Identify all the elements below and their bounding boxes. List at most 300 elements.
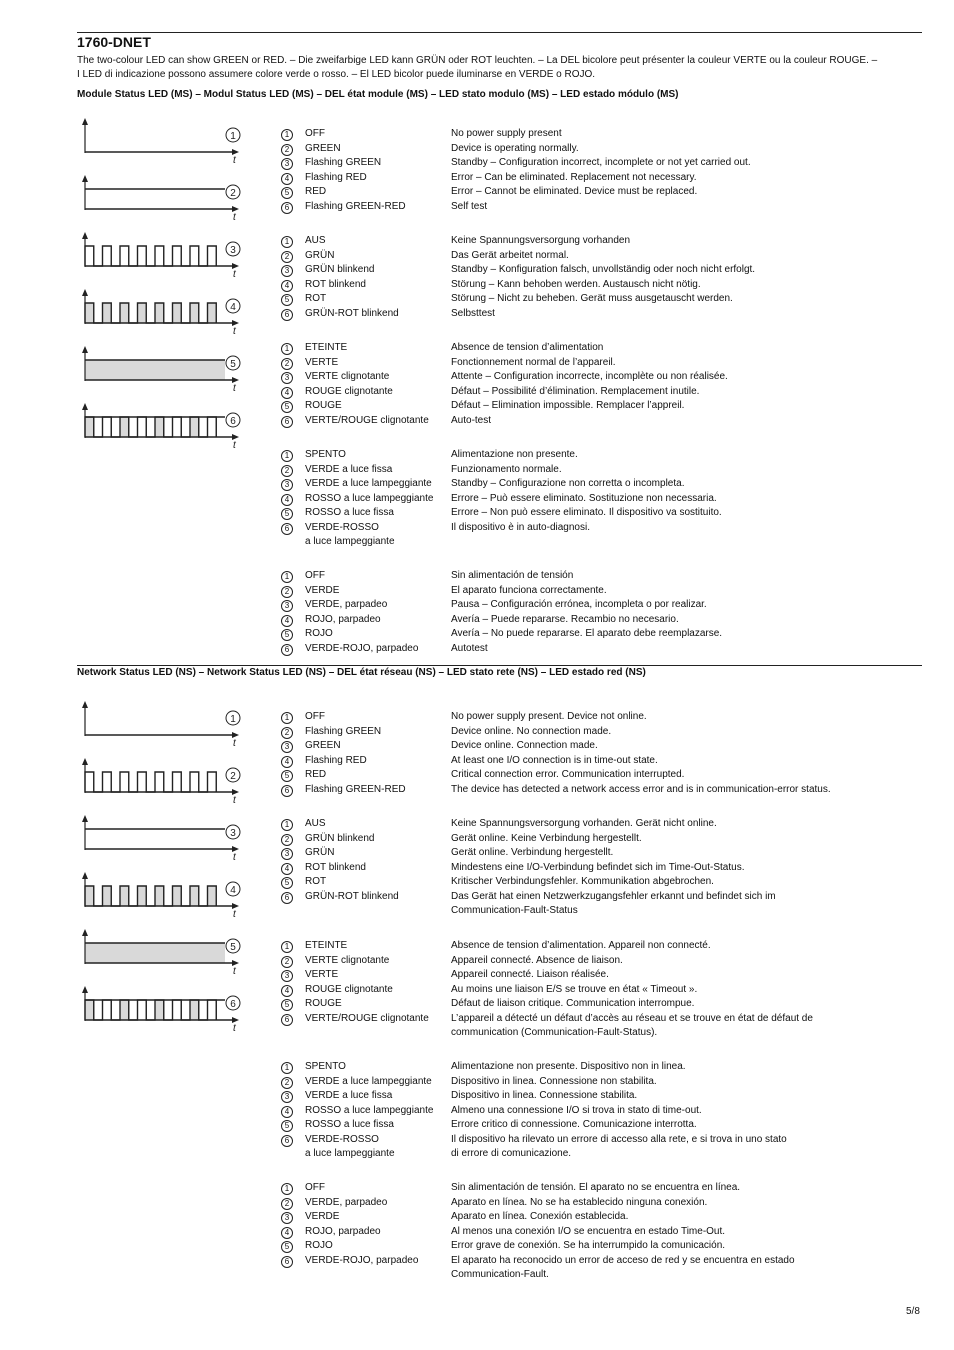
led-state: VERDE <box>305 1211 340 1222</box>
led-timing-diagram-1 <box>80 701 245 758</box>
row-number <box>281 875 305 890</box>
state-description: Device is operating normally. <box>451 142 579 154</box>
row-number <box>281 399 305 414</box>
y-axis-arrow <box>82 289 88 296</box>
y-axis-arrow <box>82 701 88 708</box>
row-number <box>281 598 305 613</box>
row-number <box>281 1026 305 1041</box>
state-description: Sin alimentación de tensión. El aparato no se encuentra en línea. <box>451 1182 741 1193</box>
circled-number: 2 <box>281 465 293 477</box>
row-number <box>281 1181 305 1196</box>
state-description: communication (Communication-Fault-Status). <box>451 1027 658 1038</box>
led-state: VERDE a luce fissa <box>305 1090 393 1101</box>
diagram-number: 2 <box>230 188 236 199</box>
state-description: Il dispositivo ha rilevato un errore di accesso alla rete, e si trova in uno stato <box>451 1133 787 1145</box>
time-axis-label: t <box>233 383 236 394</box>
table-row <box>281 1118 911 1133</box>
led-state: Flashing GREEN-RED <box>305 200 406 212</box>
module-table-1 <box>281 127 911 214</box>
state-description: Errore – Può essere eliminato. Sostituzione non necessaria. <box>451 492 717 504</box>
state-description: Errore critico di connessione. Comunicazione interrotta. <box>451 1119 697 1130</box>
row-number <box>281 569 305 584</box>
row-number <box>281 171 305 186</box>
circled-number: 5 <box>281 294 293 306</box>
circled-number: 1 <box>281 571 293 583</box>
led-state: VERDE a luce lampeggiante <box>305 478 432 489</box>
state-description: Funzionamento normale. <box>451 463 562 475</box>
state-description: Communication-Fault. <box>451 1269 549 1280</box>
row-number <box>281 142 305 157</box>
row-number <box>281 861 305 876</box>
table-row <box>281 506 911 521</box>
table-row <box>281 817 911 832</box>
diagram-number: 2 <box>230 771 236 782</box>
circled-number: 3 <box>281 479 293 491</box>
y-axis-arrow <box>82 929 88 936</box>
page-title: 1760-DNET <box>77 34 151 50</box>
circled-number: 2 <box>281 251 293 263</box>
circled-number: 2 <box>281 834 293 846</box>
led-state <box>305 1268 451 1283</box>
table-row <box>281 1133 911 1148</box>
top-rule <box>77 32 922 33</box>
circled-number: 6 <box>281 892 293 904</box>
led-state: VERDE-ROSSO <box>305 521 379 533</box>
circled-number: 5 <box>281 999 293 1011</box>
circled-number: 4 <box>281 863 293 875</box>
state-description: Keine Spannungsversorgung vorhanden. Gerät nicht online. <box>451 818 717 829</box>
circled-number: 2 <box>281 1198 293 1210</box>
state-description: No power supply present. Device not online. <box>451 711 647 722</box>
led-state: VERTE clignotante <box>305 371 390 382</box>
led-state: ROUGE clignotante <box>305 983 393 995</box>
led-state: OFF <box>305 1182 325 1193</box>
circled-number: 1 <box>281 941 293 953</box>
circled-number: 4 <box>281 1227 293 1239</box>
state-description: No power supply present <box>451 128 562 139</box>
state-description: Gerät online. Verbindung hergestellt. <box>451 847 614 858</box>
led-pulse-fill <box>138 303 147 323</box>
table-row <box>281 307 911 322</box>
led-pulse-fill <box>85 1000 94 1020</box>
circled-number: 3 <box>281 1212 293 1224</box>
led-pulse-fill <box>190 886 199 906</box>
module-status-diagrams <box>80 118 245 460</box>
circled-number: 6 <box>281 785 293 797</box>
row-number <box>281 584 305 599</box>
state-description: Self test <box>451 200 488 212</box>
network-status-heading: Network Status LED (NS) – Network Status LED (NS) – DEL état réseau (NS) – LED stato rete (NS) – LED estado red (NS) <box>77 667 646 678</box>
row-number <box>281 1210 305 1225</box>
table-row <box>281 535 911 550</box>
led-state: ROSSO a luce fissa <box>305 507 394 518</box>
table-row <box>281 1089 911 1104</box>
state-description: Appareil connecté. Liaison réalisée. <box>451 969 609 980</box>
state-description: Appareil connecté. Absence de liaison. <box>451 954 623 966</box>
table-row <box>281 341 911 356</box>
table-row <box>281 875 911 890</box>
row-number <box>281 1147 305 1162</box>
circled-number: 6 <box>281 1256 293 1268</box>
table-row <box>281 385 911 400</box>
diagram-number: 6 <box>230 416 236 427</box>
table-row <box>281 739 911 754</box>
led-state: VERTE <box>305 969 339 980</box>
table-row <box>281 710 911 725</box>
state-description <box>451 535 911 550</box>
table-row <box>281 997 911 1012</box>
led-timing-diagram-4 <box>80 289 245 346</box>
led-state: VERTE <box>305 356 339 368</box>
led-pulse-fill <box>85 303 94 323</box>
led-state: ROUGE <box>305 400 342 411</box>
led-state: VERDE a luce lampeggiante <box>305 1075 432 1087</box>
row-number <box>281 307 305 322</box>
row-number <box>281 278 305 293</box>
table-row <box>281 156 911 171</box>
row-number <box>281 414 305 429</box>
state-description: Avería – No puede repararse. El aparato debe reemplazarse. <box>451 628 723 639</box>
table-row <box>281 954 911 969</box>
y-axis-arrow <box>82 815 88 822</box>
circled-number: 5 <box>281 401 293 413</box>
diagram-number: 3 <box>230 828 236 839</box>
circled-number: 4 <box>281 173 293 185</box>
led-state: a luce lampeggiante <box>305 536 395 547</box>
led-pulse-fill <box>190 1000 199 1020</box>
row-number <box>281 341 305 356</box>
table-row <box>281 1104 911 1119</box>
time-axis-label: t <box>233 212 236 223</box>
led-timing-diagram-1 <box>80 118 245 175</box>
network-table-4 <box>281 1060 911 1162</box>
time-axis-label: t <box>233 852 236 863</box>
row-number <box>281 968 305 983</box>
row-number <box>281 739 305 754</box>
y-axis-arrow <box>82 175 88 182</box>
row-number <box>281 448 305 463</box>
led-pulse-fill <box>120 417 129 437</box>
led-timing-diagram-5 <box>80 929 245 986</box>
table-row <box>281 292 911 307</box>
circled-number: 1 <box>281 236 293 248</box>
led-timing-diagram-3 <box>80 815 245 872</box>
table-row <box>281 521 911 536</box>
circled-number: 1 <box>281 1183 293 1195</box>
circled-number: 3 <box>281 741 293 753</box>
circled-number: 3 <box>281 848 293 860</box>
state-description: Störung – Nicht zu beheben. Gerät muss ausgetauscht werden. <box>451 293 733 304</box>
table-row <box>281 832 911 847</box>
led-state: Flashing GREEN <box>305 157 382 168</box>
table-row <box>281 754 911 769</box>
circled-number: 4 <box>281 615 293 627</box>
row-number <box>281 846 305 861</box>
circled-number: 3 <box>281 970 293 982</box>
led-state: OFF <box>305 128 325 139</box>
row-number <box>281 492 305 507</box>
state-description: Almeno una connessione I/O si trova in stato di time-out. <box>451 1104 702 1116</box>
led-timing-diagram-4 <box>80 872 245 929</box>
circled-number: 3 <box>281 265 293 277</box>
row-number <box>281 356 305 371</box>
led-state: OFF <box>305 570 325 581</box>
table-row <box>281 584 911 599</box>
table-row <box>281 598 911 613</box>
led-pulse-fill <box>85 417 94 437</box>
row-number <box>281 1075 305 1090</box>
table-row <box>281 627 911 642</box>
led-state: GREEN <box>305 142 341 154</box>
led-state: AUS <box>305 818 326 829</box>
circled-number: 4 <box>281 494 293 506</box>
state-description: Communication-Fault-Status <box>451 905 578 916</box>
y-axis-arrow <box>82 118 88 125</box>
row-number <box>281 477 305 492</box>
table-row <box>281 968 911 983</box>
led-pulse-train <box>85 772 216 792</box>
row-number <box>281 627 305 642</box>
diagram-number: 5 <box>230 359 236 370</box>
table-row <box>281 414 911 429</box>
table-row <box>281 890 911 905</box>
table-row <box>281 463 911 478</box>
network-table-3 <box>281 939 911 1041</box>
led-pulse-fill <box>190 417 199 437</box>
led-state: VERDE <box>305 584 340 596</box>
row-number <box>281 954 305 969</box>
led-state: ROSSO a luce lampeggiante <box>305 1104 434 1116</box>
module-table-5 <box>281 569 911 656</box>
state-description: Error – Can be eliminated. Replacement not necessary. <box>451 171 697 183</box>
time-axis-label: t <box>233 326 236 337</box>
circled-number: 2 <box>281 1077 293 1089</box>
state-description: Aparato en línea. No se ha establecido ninguna conexión. <box>451 1196 708 1208</box>
state-description: Au moins une liaison E/S se trouve en état « Timeout ». <box>451 983 698 995</box>
state-description: Alimentazione non presente. Dispositivo non in linea. <box>451 1061 686 1072</box>
table-row <box>281 725 911 740</box>
row-number <box>281 1012 305 1027</box>
row-number <box>281 890 305 905</box>
state-description: Das Gerät arbeitet normal. <box>451 249 569 261</box>
row-number <box>281 642 305 657</box>
led-pulse-fill <box>155 303 164 323</box>
led-pulse-fill <box>120 1000 129 1020</box>
y-axis-arrow <box>82 758 88 765</box>
module-table-4 <box>281 448 911 550</box>
led-pulse-fill <box>103 1000 112 1020</box>
led-timing-diagram-2 <box>80 175 245 232</box>
table-row <box>281 642 911 657</box>
led-on-fill <box>85 360 225 380</box>
state-description: Keine Spannungsversorgung vorhanden <box>451 235 631 246</box>
led-pulse-fill <box>173 886 182 906</box>
table-row <box>281 278 911 293</box>
row-number <box>281 1089 305 1104</box>
led-pulse-fill <box>138 417 147 437</box>
led-pulse-fill <box>208 417 217 437</box>
state-description: Error – Cannot be eliminated. Device must be replaced. <box>451 186 698 197</box>
circled-number: 5 <box>281 1241 293 1253</box>
led-pulse-fill <box>138 1000 147 1020</box>
led-on-fill <box>85 943 225 963</box>
row-number <box>281 1118 305 1133</box>
state-description: Gerät online. Keine Verbindung hergestellt. <box>451 832 642 844</box>
state-description: Absence de tension d’alimentation. Appareil non connecté. <box>451 940 711 951</box>
circled-number: 2 <box>281 586 293 598</box>
led-state: SPENTO <box>305 449 346 460</box>
time-axis-label: t <box>233 440 236 451</box>
table-row <box>281 1075 911 1090</box>
time-axis-label: t <box>233 966 236 977</box>
network-status-diagrams <box>80 701 245 1043</box>
state-description: Attente – Configuration incorrecte, incomplète ou non réalisée. <box>451 371 728 382</box>
row-number <box>281 725 305 740</box>
state-description: Il dispositivo è in auto-diagnosi. <box>451 521 590 533</box>
state-description: El aparato ha reconocido un error de acceso de red y se encuentra en estado <box>451 1254 795 1266</box>
circled-number: 4 <box>281 280 293 292</box>
row-number <box>281 370 305 385</box>
circled-number: 6 <box>281 1135 293 1147</box>
row-number <box>281 521 305 536</box>
circled-number: 2 <box>281 727 293 739</box>
led-state: VERDE a luce fissa <box>305 463 393 475</box>
y-axis-arrow <box>82 986 88 993</box>
state-description: Dispositivo in linea. Connessione stabilita. <box>451 1090 638 1101</box>
circled-number: 1 <box>281 450 293 462</box>
table-row <box>281 904 911 919</box>
circled-number: 5 <box>281 508 293 520</box>
row-number <box>281 832 305 847</box>
state-description: Pausa – Configuración errónea, incompleta o por realizar. <box>451 599 707 610</box>
module-status-heading: Module Status LED (MS) – Modul Status LED (MS) – DEL état module (MS) – LED stato modulo (MS) – LED estado módulo (MS) <box>77 89 679 100</box>
state-description: Device online. Connection made. <box>451 740 598 751</box>
state-description: Auto-test <box>451 414 492 426</box>
led-pulse-fill <box>190 303 199 323</box>
row-number <box>281 127 305 142</box>
table-row <box>281 569 911 584</box>
time-axis-label: t <box>233 795 236 806</box>
state-description: Störung – Kann behoben werden. Austausch nicht nötig. <box>451 278 701 290</box>
row-number <box>281 783 305 798</box>
state-description: Absence de tension d’alimentation <box>451 342 604 353</box>
led-state: ETEINTE <box>305 940 348 951</box>
table-row <box>281 1268 911 1283</box>
led-timing-diagram-6 <box>80 403 245 460</box>
led-state: ROJO <box>305 1240 333 1251</box>
table-row <box>281 939 911 954</box>
led-pulse-fill <box>138 886 147 906</box>
led-pulse-fill <box>103 303 112 323</box>
row-number <box>281 754 305 769</box>
circled-number: 3 <box>281 158 293 170</box>
led-state: RED <box>305 186 327 197</box>
circled-number: 3 <box>281 1091 293 1103</box>
state-description: Standby – Configurazione non corretta o incompleta. <box>451 478 685 489</box>
led-state: ROJO, parpadeo <box>305 613 381 625</box>
led-state: ROT blinkend <box>305 861 366 873</box>
row-number <box>281 1196 305 1211</box>
row-number <box>281 1254 305 1269</box>
circled-number: 2 <box>281 956 293 968</box>
row-number <box>281 506 305 521</box>
table-row <box>281 399 911 414</box>
circled-number: 1 <box>281 1062 293 1074</box>
y-axis-arrow <box>82 872 88 879</box>
led-state: ROT <box>305 876 327 887</box>
network-table-1 <box>281 710 911 797</box>
led-state: RED <box>305 769 327 780</box>
time-axis-label: t <box>233 909 236 920</box>
led-state: Flashing GREEN-RED <box>305 783 406 795</box>
led-pulse-fill <box>103 417 112 437</box>
led-state: ROT <box>305 293 327 304</box>
row-number <box>281 710 305 725</box>
state-description: Standby – Konfiguration falsch, unvollständig oder noch nicht erfolgt. <box>451 264 756 275</box>
table-row <box>281 861 911 876</box>
led-state: VERDE-ROSSO <box>305 1133 379 1145</box>
led-state: ROT blinkend <box>305 278 366 290</box>
table-row <box>281 1239 911 1254</box>
state-description: Défaut de liaison critique. Communication interrompue. <box>451 998 695 1009</box>
circled-number: 2 <box>281 358 293 370</box>
led-state <box>305 904 451 919</box>
table-row <box>281 185 911 200</box>
led-state: Flashing RED <box>305 171 367 183</box>
led-pulse-fill <box>155 886 164 906</box>
led-timing-diagram-6 <box>80 986 245 1043</box>
network-table-2 <box>281 817 911 919</box>
diagram-number: 4 <box>230 302 236 313</box>
state-description: Device online. No connection made. <box>451 725 612 737</box>
table-row <box>281 200 911 215</box>
led-state: ROJO, parpadeo <box>305 1225 381 1237</box>
diagram-number: 1 <box>230 131 236 142</box>
led-state: OFF <box>305 711 325 722</box>
time-axis-label: t <box>233 738 236 749</box>
row-number <box>281 1225 305 1240</box>
led-state: ROUGE clignotante <box>305 385 393 397</box>
led-pulse-fill <box>208 303 217 323</box>
led-state: VERDE, parpadeo <box>305 1196 388 1208</box>
led-pulse-fill <box>120 886 129 906</box>
led-pulse-fill <box>208 1000 217 1020</box>
state-description: L’appareil a détecté un défaut d’accès au réseau et se trouve en état de défaut de <box>451 1012 813 1024</box>
circled-number: 6 <box>281 202 293 214</box>
time-axis-label: t <box>233 155 236 166</box>
circled-number: 5 <box>281 1120 293 1132</box>
led-timing-diagram-2 <box>80 758 245 815</box>
intro-text <box>77 54 922 81</box>
table-row <box>281 1254 911 1269</box>
circled-number: 5 <box>281 877 293 889</box>
state-description: Avería – Puede repararse. Recambio no necesario. <box>451 613 679 625</box>
row-number <box>281 185 305 200</box>
table-row <box>281 263 911 278</box>
led-state: ROSSO a luce lampeggiante <box>305 492 434 504</box>
led-timing-diagram-5 <box>80 346 245 403</box>
table-row <box>281 234 911 249</box>
section-rule <box>77 665 922 666</box>
led-state: GRÜN blinkend <box>305 264 375 275</box>
led-state: GRÜN-ROT blinkend <box>305 890 399 902</box>
state-description: Selbsttest <box>451 307 495 319</box>
intro-line: The two-colour LED can show GREEN or RED. – Die zweifarbige LED kann GRÜN oder ROT leuchten. – La DEL bicolore peut présenter la couleur VERTE ou la couleur ROUGE. – <box>77 55 878 66</box>
row-number <box>281 263 305 278</box>
state-description: Défaut – Possibilité d’élimination. Remplacement inutile. <box>451 385 700 397</box>
state-description: Alimentazione non presente. <box>451 449 578 460</box>
state-description: Dispositivo in linea. Connessione non stabilita. <box>451 1075 657 1087</box>
